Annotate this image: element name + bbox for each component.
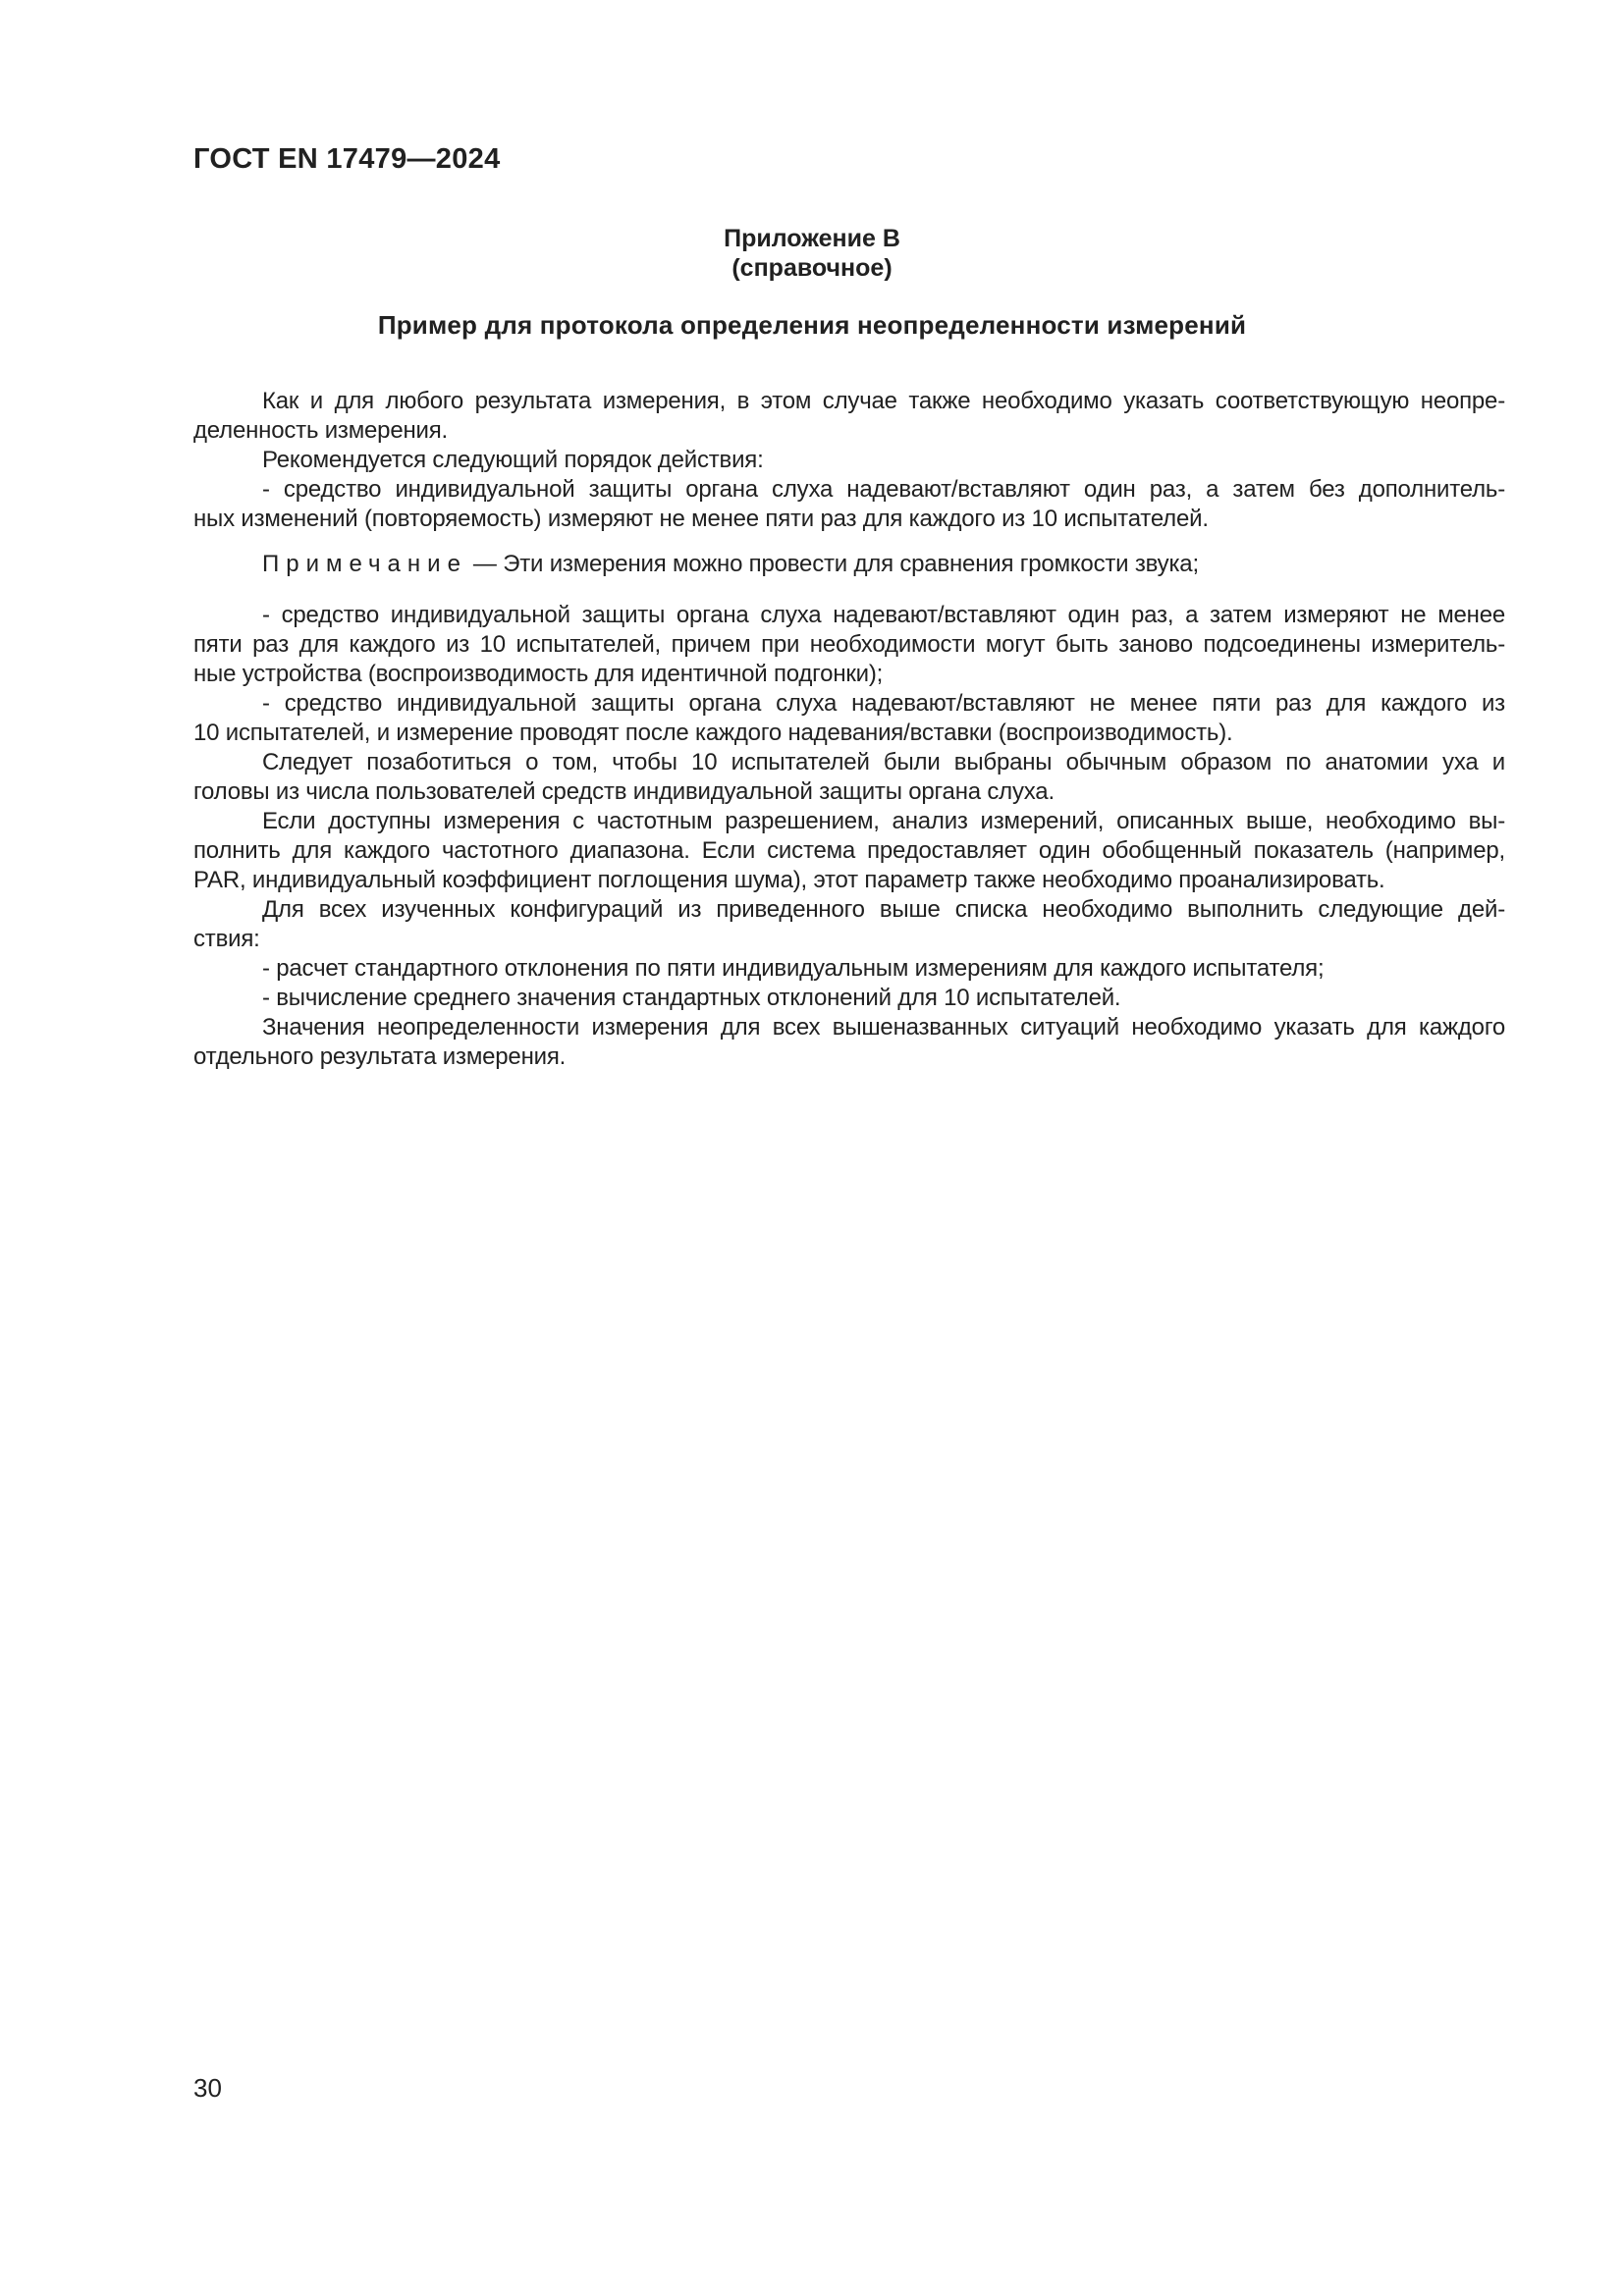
- text-line: PAR, индивидуальный коэффициент поглощения шума), этот параметр также необходимо проанализировать.: [193, 867, 1385, 893]
- text-line: Если доступны измерения с частотным разрешением, анализ измерений, описанных выше, необходимо вы-: [262, 808, 1505, 834]
- paragraph: [193, 387, 1505, 446]
- text-line: ных изменений (повторяемость) измеряют не менее пяти раз для каждого из 10 испытателей.: [193, 506, 1209, 532]
- paragraph: [193, 954, 1505, 984]
- paragraph: [193, 689, 1505, 748]
- text-line: - средство индивидуальной защиты органа слуха надевают/вставляют один раз, а затем без дополнитель-: [262, 476, 1505, 503]
- text-line: ные устройства (воспроизводимость для идентичной подгонки);: [193, 661, 884, 687]
- text-line: - средство индивидуальной защиты органа слуха надевают/вставляют один раз, а затем измеряют не менее: [262, 602, 1505, 628]
- text-line: Рекомендуется следующий порядок действия:: [262, 447, 764, 473]
- text-line: деленность измерения.: [193, 417, 449, 444]
- paragraph: [193, 601, 1505, 689]
- text-line: - средство индивидуальной защиты органа слуха надевают/вставляют не менее пяти раз для каждого из: [262, 690, 1505, 717]
- text-line: - расчет стандартного отклонения по пяти индивидуальным измерениям для каждого испытателя;: [262, 955, 1325, 982]
- appendix-label: Приложение В: [724, 225, 900, 252]
- text-line: 10 испытателей, и измерение проводят после каждого надевания/вставки (воспроизводимость).: [193, 720, 1233, 746]
- appendix-kind: (справочное): [731, 254, 893, 282]
- document-code: ГОСТ EN 17479—2024: [193, 143, 501, 175]
- paragraph: [193, 895, 1505, 954]
- text-line: ствия:: [193, 926, 260, 952]
- paragraph: [193, 984, 1505, 1013]
- text-line: пяти раз для каждого из 10 испытателей, причем при необходимости могут быть заново подсоединены измеритель-: [193, 631, 1505, 658]
- paragraph: [193, 475, 1505, 534]
- note-text: — Эти измерения можно провести для сравнения громкости звука;: [472, 551, 1199, 577]
- text-line: Как и для любого результата измерения, в этом случае также необходимо указать соответствующую неопре-: [262, 388, 1505, 414]
- body-paragraphs: [193, 387, 1505, 1072]
- note-paragraph: [193, 550, 1505, 579]
- paragraph: [193, 807, 1505, 895]
- paragraph: [193, 1013, 1505, 1072]
- paragraph: [193, 748, 1505, 807]
- text-line: отдельного результата измерения.: [193, 1043, 567, 1070]
- text-line: полнить для каждого частотного диапазона. Если система предоставляет один обобщенный показатель (например,: [193, 837, 1505, 864]
- appendix-heading: [0, 224, 1624, 283]
- text-line: Следует позаботиться о том, чтобы 10 испытателей были выбраны обычным образом по анатомии уха и: [262, 749, 1505, 775]
- paragraph: [193, 446, 1505, 475]
- text-line: головы из числа пользователей средств индивидуальной защиты органа слуха.: [193, 778, 1055, 805]
- text-line: Для всех изученных конфигураций из приведенного выше списка необходимо выполнить следующие дей-: [262, 896, 1505, 923]
- page-number: 30: [193, 2073, 222, 2103]
- page-title: Пример для протокола определения неопределенности измерений: [377, 310, 1247, 340]
- text-line: Значения неопределенности измерения для всех вышеназванных ситуаций необходимо указать для каждого: [262, 1014, 1505, 1041]
- text-line: - вычисление среднего значения стандартных отклонений для 10 испытателей.: [262, 985, 1121, 1011]
- note-label: Примечание: [262, 551, 467, 577]
